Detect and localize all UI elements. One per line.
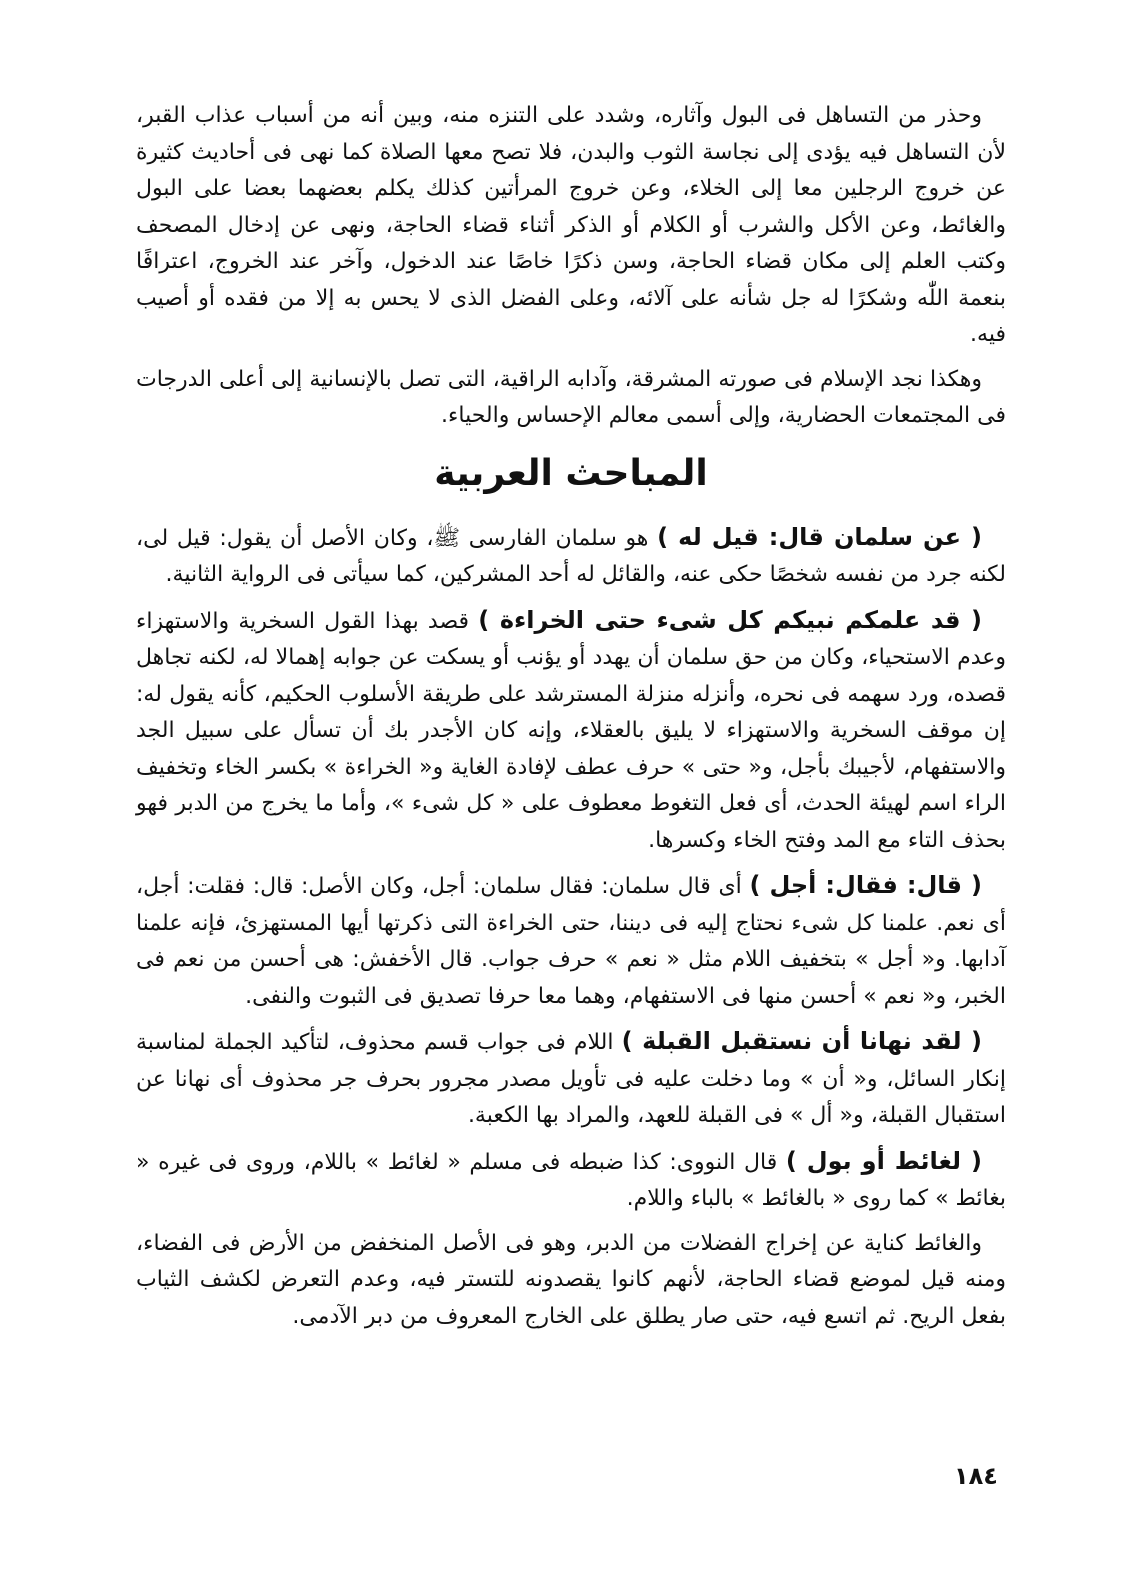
entry-text: اللام فى جواب قسم محذوف، لتأكيد الجملة لمناسبة إنكار السائل، و« أن » وما دخلت عليه فى تأويل مصدر مجرور بحرف جر محذوف أى نهانا عن استقبال القبلة، و« أل » فى القبلة للعهد، والمراد بها الكعبة. — [136, 1030, 1006, 1128]
entry-text: قال النووى: كذا ضبطه فى مسلم « لغائط » باللام، وروى فى غيره « بغائط » كما روى « بالغائط » بالباء واللام. — [136, 1149, 1006, 1211]
paragraph-intro-2: وهكذا نجد الإسلام فى صورته المشرقة، وآدابه الراقية، التى تصل بالإنسانية إلى أعلى الدرجات فى المجتمعات الحضارية، وإلى أسمى معالم الإحساس والحياء. — [136, 366, 1006, 428]
entry-lead: ( قال: فقال: أجل ) — [749, 871, 983, 899]
page-body — [136, 98, 1006, 1343]
section-heading: المباحث العربية — [434, 452, 708, 494]
entry-text: هو سلمان الفارسى ﷺ، وكان الأصل أن يقول: قيل لى، لكنه جرد من نفسه شخصًا حكى عنه، والقائل له أحد المشركين، كما سيأتى فى الرواية الثانية. — [136, 525, 1006, 587]
entry-lead: ( لغائط أو بول ) — [785, 1146, 982, 1175]
entry-lead: ( قد علمكم نبيكم كل شىء حتى الخراءة ) — [478, 605, 982, 634]
entry-paragraph — [136, 1023, 1006, 1135]
entry-paragraph — [136, 519, 1006, 594]
entry-paragraph — [136, 602, 1006, 860]
entry-lead: ( عن سلمان قال: قيل له ) — [657, 522, 982, 551]
page-number: ١٨٤ — [954, 1462, 998, 1490]
paragraph-closing: والغائط كناية عن إخراج الفضلات من الدبر، وهو فى الأصل المنخفض من الأرض فى الفضاء، ومنه قيل لموضع قضاء الحاجة، لأنهم كانوا يقصدونه للتستر فيه، وعدم التعرض لكشف الثياب بفعل الريح. ثم اتسع فيه، حتى صار يطلق على الخارج المعروف من دبر الآدمى. — [136, 1230, 1006, 1329]
entry-text: قصد بهذا القول السخرية والاستهزاء وعدم الاستحياء، وكان من حق سلمان أن يهدد أو يؤنب أو يسكت عن جوابه إهمالا له، لكنه تجاهل قصده، ورد سهمه فى نحره، وأنزله منزلة المسترشد على طريقة الأسلوب الحكيم، كأنه يقول له: إن موقف السخرية والاستهزاء لا يليق بالعقلاء، وإنه كان الأجدر بك أن تسأل على سبيل الجد والاستفهام، لأجيبك بأجل، و« حتى » حرف عطف لإفادة الغاية و« الخراءة » بكسر الخاء وتخفيف الراء اسم لهيئة الحدث، أى فعل التغوط معطوف على « كل شىء »، وأما ما يخرج من الدبر فهو بحذف التاء مع المد وفتح الخاء وكسرها. — [136, 608, 1006, 853]
entry-lead: ( لقد نهانا أن نستقبل القبلة ) — [621, 1027, 983, 1055]
entry-paragraph — [136, 867, 1006, 1015]
paragraph-intro-1: وحذر من التساهل فى البول وآثاره، وشدد على التنزه منه، وبين أنه من أسباب عذاب القبر، لأن التساهل فيه يؤدى إلى نجاسة الثوب والبدن، فلا تصح معها الصلاة كما نهى فى أحاديث كثيرة عن خروج الرجلين معا إلى الخلاء، وعن خروج المرأتين كذلك يكلم بعضهما بعضا على البول والغائط، وعن الأكل والشرب أو الكلام أو الذكر أثناء قضاء الحاجة، ونهى عن إدخال المصحف وكتب العلم إلى مكان قضاء الحاجة، وسن ذكرًا خاصًا عند الدخول، وآخر عند الخروج، اعترافًا بنعمة اللّٰه وشكرًا له جل شأنه على آلائه، وعلى الفضل الذى لا يحس به إلا من فقده أو أصيب فيه. — [136, 103, 1006, 347]
entry-paragraph — [136, 1143, 1006, 1218]
entry-text: أى قال سلمان: فقال سلمان: أجل، وكان الأصل: قال: فقلت: أجل، أى نعم. علمنا كل شىء نحتاج إليه فى ديننا، حتى الخراءة التى ذكرتها أيها المستهزئ، فإنه علمنا آدابها. و« أجل » بتخفيف اللام مثل « نعم » حرف جواب. قال الأخفش: هى أحسن من نعم فى الخبر، و« نعم » أحسن منها فى الاستفهام، وهما معا حرفا تصديق فى الثبوت والنفى. — [136, 874, 1006, 1009]
